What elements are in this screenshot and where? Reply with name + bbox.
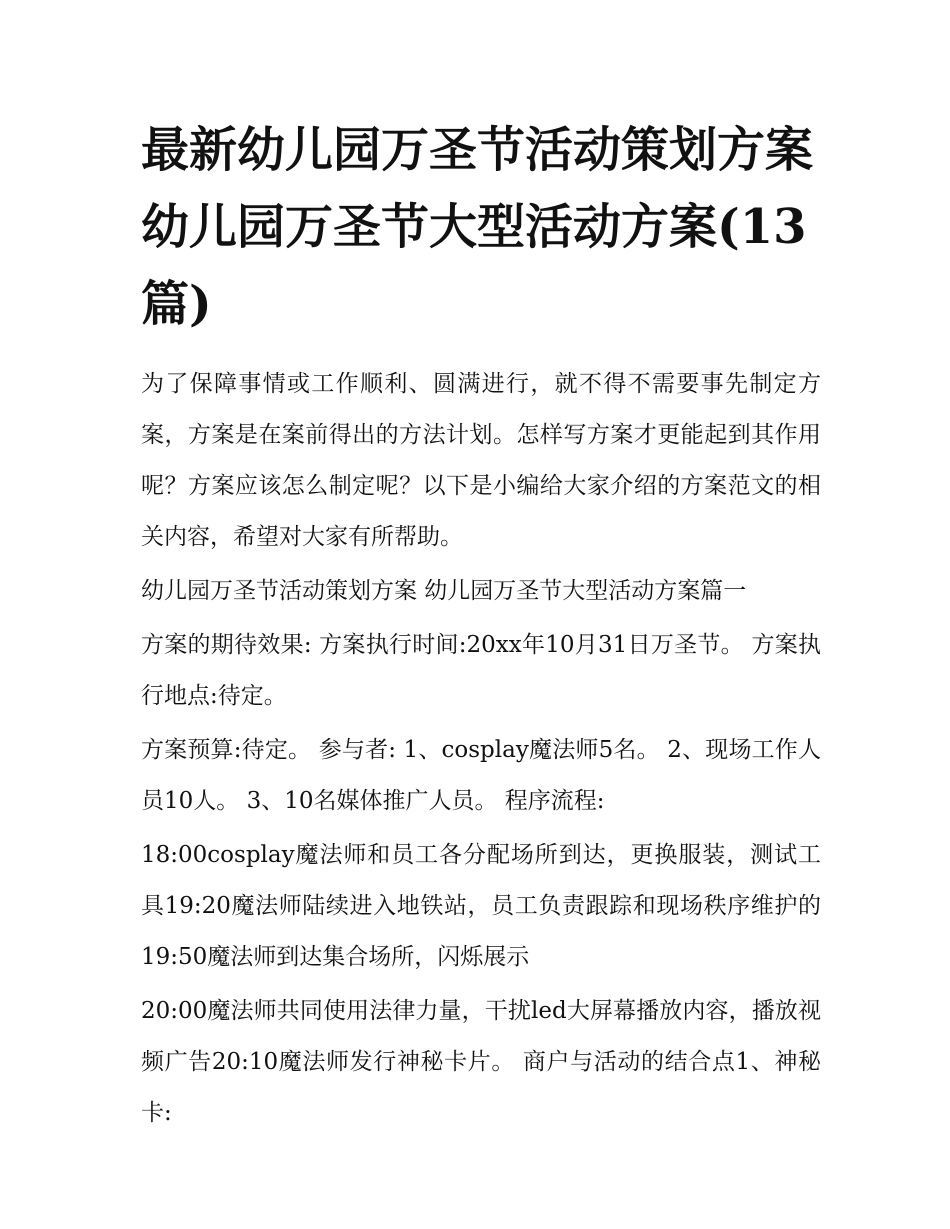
paragraph-budget-participants: 方案预算:待定。 参与者: 1、cosplay魔法师5名。 2、现场工作人员10人。 3、10名媒体推广人员。 程序流程:	[141, 737, 821, 814]
paragraph-schedule: 方案的期待效果: 方案执行时间:20xx年10月31日万圣节。 方案执行地点:待定。	[141, 632, 821, 709]
document-title: 最新幼儿园万圣节活动策划方案 幼儿园万圣节大型活动方案(13篇)	[141, 122, 814, 332]
document-body	[141, 359, 821, 1139]
paragraph-section-heading: 幼儿园万圣节活动策划方案 幼儿园万圣节大型活动方案篇一	[141, 578, 747, 604]
paragraph-flow-1800: 18:00cosplay魔法师和员工各分配场所到达，更换服装，测试工具19:20魔法师陆续进入地铁站，员工负责跟踪和现场秩序维护的19:50魔法师到达集合场所，闪烁展示	[141, 842, 821, 970]
paragraph-intro: 为了保障事情或工作顺利、圆满进行，就不得不需要事先制定方案，方案是在案前得出的方法计划。怎样写方案才更能起到其作用呢？方案应该怎么制定呢？以下是小编给大家介绍的方案范文的相关内容，希望对大家有所帮助。	[141, 371, 821, 550]
paragraph-flow-2000: 20:00魔法师共同使用法律力量，干扰led大屏幕播放内容，播放视频广告20:10魔法师发行神秘卡片。 商户与活动的结合点1、神秘卡:	[141, 998, 821, 1126]
document-page	[141, 112, 821, 1142]
